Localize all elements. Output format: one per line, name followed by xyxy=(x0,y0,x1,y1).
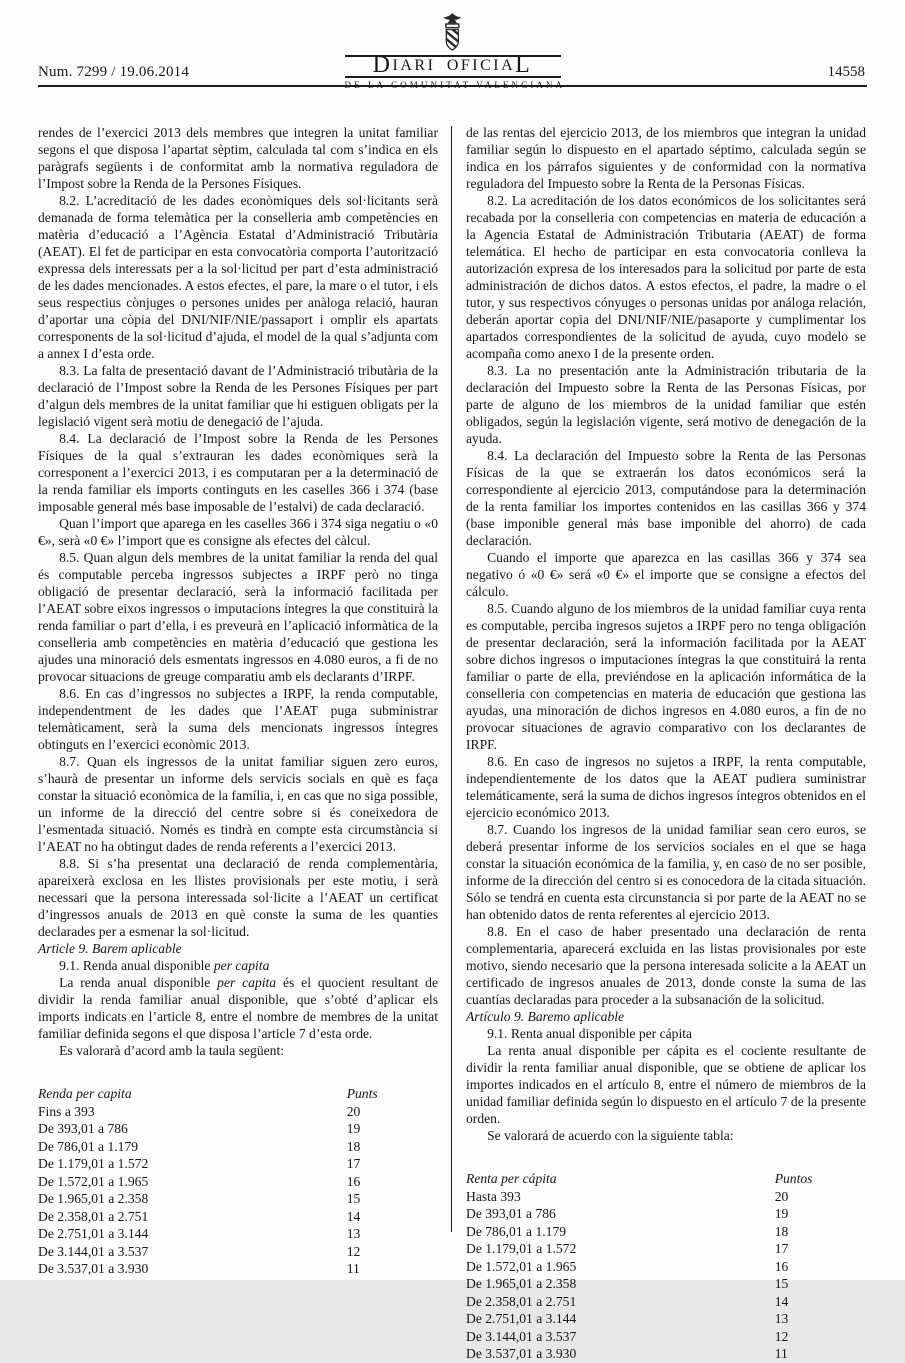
table-row xyxy=(38,1138,438,1156)
paragraph-quan: Cuando el importe que aparezca en las casillas 366 y 374 sea negativo ó «0 €» será «0 €» el importe que se consigne a efectos del cálculo. xyxy=(466,550,866,599)
points-value: 12 xyxy=(774,1328,789,1344)
paragraph-intro: rendes de l’exercici 2013 dels membres que integren la unitat familiar segons el que disposa l’apartat sèptim, calculada tal com s’indica en els paràgrafs següents i de conformitat amb la normativa reguladora de l’Impost sobre la Renda de la Persones Físiques. xyxy=(38,125,438,191)
article-9-heading: Artículo 9. Baremo aplicable xyxy=(466,1009,625,1024)
table-row xyxy=(466,1240,866,1258)
table-row xyxy=(38,1190,438,1208)
points-value: 12 xyxy=(346,1243,361,1259)
table-row xyxy=(38,1103,438,1121)
table-row xyxy=(466,1188,866,1206)
table-row xyxy=(466,1328,866,1346)
table-row xyxy=(38,1243,438,1261)
income-range: De 3.144,01 a 3.537 xyxy=(38,1243,149,1259)
paragraph-intro: de las rentas del ejercicio 2013, de los miembros que integran la unidad familiar según lo dispuesto en el apartado séptimo, calculada según se indica en los párrafos siguientes y de conformidad con la normativa reguladora del Impuesto sobre la Renta de la Personas Físicas. xyxy=(466,125,866,191)
income-range: De 1.572,01 a 1.965 xyxy=(466,1258,577,1274)
paragraph-8-3: 8.3. La no presentación ante la Administración tributaria de la declaración del Impuesto sobre la Renta de las Personas Físicas, por parte de alguno de los miembros de la unidad familiar que estén obligados, según la legislación vigente, será motivo de denegación de la ayuda. xyxy=(466,363,866,446)
points-value: 15 xyxy=(774,1276,789,1291)
points-table xyxy=(38,1085,438,1278)
paragraph-8-5: 8.5. Cuando alguno de los miembros de la unidad familiar cuya renta es computable, perciba ingresos sujetos a IRPF pero no tenga obligación de presentar declaración, será la información facilitada por la AEAT sobre dichos ingresos o imputaciones íntegras la que constituirá la renta familiar o parte de ella, previéndose en la aplicación informática de la conselleria con competencias en materia de educación que gestiona las ayudas, una minoración de dichos ingresos en 4.080 euros, a fin de no provocar situaciones de agravio comparativo con los declarantes de IRPF. xyxy=(466,601,866,752)
points-table-header: Renta per cápita Puntos xyxy=(466,1171,813,1186)
paragraph-8-2: 8.2. La acreditación de los datos económicos de los solicitantes será recabada por la conselleria con competencias en materia de educación a la Agencia Estatal de Administración Tributaria (AEAT) de forma telemática. El hecho de participar en esta convocatoria conlleva la autorización expresa de los interesados para la solicitud por parte de esta administración de dichos datos. A estos efectos, el padre, la madre o el tutor, y sus respectivos cónyuges o personas unidas por análoga relación, deberán aportar copia del DNI/NIF/NIE/pasaporte y cumplimentar los apartados correspondientes de la solicitud de ayuda, cuyo modelo se acompaña como anexo I de la presente orden. xyxy=(466,193,866,361)
table-row xyxy=(38,1208,438,1226)
points-value: 19 xyxy=(346,1121,361,1136)
points-value: 15 xyxy=(346,1191,361,1206)
paragraph-quan: Quan l’import que aparega en les caselles 366 i 374 siga negatiu o «0 €», serà «0 €» l’import que es consigne als efectes del càlcul. xyxy=(38,516,438,548)
table-row xyxy=(466,1223,866,1241)
table-row xyxy=(466,1345,866,1363)
masthead-title: DIARI OFICIAL xyxy=(345,55,561,78)
table-row xyxy=(466,1310,866,1328)
masthead-final-cap: L xyxy=(515,52,533,78)
table-row xyxy=(38,1120,438,1138)
income-range: De 393,01 a 786 xyxy=(38,1121,128,1136)
paragraph-9-1-body: La renta anual disponible per cápita es el cociente resultante de dividir la renta familiar anual disponible, que se obtiene de aplicar los importes indicados en el artículo 8, entre el número de miembros de la unidad familiar definida según lo dispuesto en el artículo 7 de la presente orden. xyxy=(466,1043,866,1126)
paragraph-8-4: 8.4. La declaració de l’Impost sobre la Renda de les Persones Físiques de la qual s’extrauran les dades econòmiques serà la corresponent a l’exercici 2013, i es computaran per a la determinació de la renda familiar els imports continguts en les caselles 366 i 374 (base imposable general més base imposable de l’estalvi) de cada declaració. xyxy=(38,431,438,514)
table-row xyxy=(466,1205,866,1223)
paragraph-9-1: 9.1. Renda anual disponible per capita xyxy=(59,958,270,973)
points-table-rows xyxy=(466,1188,866,1363)
paragraph-8-8: 8.8. En el caso de haber presentado una declaración de renta complementaria, aparecerá excluida en las listas provisionales por este motivo, siendo necesario que la persona interesada solicite a la AEAT un certificado de ingresos anuales de 2013, donde conste la suma de las cuantías declaradas para proceder a la subsanación de la solicitud. xyxy=(466,924,866,1007)
table-row xyxy=(38,1155,438,1173)
points-table xyxy=(466,1170,866,1363)
paragraph-8-7: 8.7. Quan els ingressos de la unitat familiar siguen zero euros, s’haurà de presentar un informe dels servicis socials en què es faça constar la situació econòmica de la família, i, en cas que no siga possible, un informe de la direcció del centre sobre si és coneixedora de l’esmentada situació. Només es tindrà en compte esta circumstància si l’AEAT no ha obtingut dades de renda referents a l’exercici 2013. xyxy=(38,754,438,854)
paragraph-8-2: 8.2. L’acreditació de les dades econòmiques dels sol·licitants serà demanada de forma telemàtica per la conselleria amb competències en matèria d’educació a l’Agència Estatal d’Administració Tributària (AEAT). El fet de participar en esta convocatòria comporta l’autorització expressa dels interessats per a la sol·licitud per part d’esta administració de les dades mencionades. A estos efectes, el pare, la mare o el tutor, i els seus respectius cònjuges o persones unides per anàloga relació, hauran d’aportar una còpia del DNI/NIF/NIE/passaport i omplir els apartats corresponents de la sol·licitud d’ajuda, el model de la qual s’adjunta com a annex I d’esta orde. xyxy=(38,193,438,361)
points-table-rows xyxy=(38,1103,438,1278)
income-range: De 1.179,01 a 1.572 xyxy=(38,1156,149,1171)
paragraph-9-1-body: La renda anual disponible per capita és el quocient resultant de dividir la renda familiar anual disponible, que s’obté d’aplicar els imports indicats en l’article 8, entre el nombre de membres de la unitat familiar definida segons el que disposa l’article 7 d’esta orde. xyxy=(38,975,439,1041)
paragraph-8-6: 8.6. En cas d’ingressos no subjectes a IRPF, la renda computable, independentment de les dades que l’AEAT puga subministrar telemàticament, serà la suma dels mencionats ingressos íntegres obtinguts en l’exercici econòmic 2013. xyxy=(38,686,438,752)
paragraph-9-1: 9.1. Renta anual disponible per cápita xyxy=(487,1026,693,1041)
points-value: 11 xyxy=(346,1261,360,1276)
points-value: 11 xyxy=(774,1346,788,1361)
points-value: 20 xyxy=(346,1103,361,1119)
points-value: 16 xyxy=(774,1258,789,1274)
points-value: 17 xyxy=(774,1241,789,1256)
income-range: De 786,01 a 1.179 xyxy=(466,1223,567,1239)
header-rule xyxy=(38,85,867,87)
issue-number: Num. 7299 / 19.06.2014 xyxy=(38,64,190,80)
points-value: 19 xyxy=(774,1206,789,1221)
income-range: De 1.572,01 a 1.965 xyxy=(38,1173,149,1189)
points-value: 17 xyxy=(346,1156,361,1171)
masthead-initial: D xyxy=(372,52,393,78)
income-range: De 3.537,01 a 3.930 xyxy=(466,1346,577,1361)
income-range: De 2.358,01 a 2.751 xyxy=(466,1293,577,1309)
column-divider xyxy=(451,126,452,1232)
income-range: De 3.144,01 a 3.537 xyxy=(466,1328,577,1344)
column-valencian xyxy=(38,124,438,1278)
points-value: 16 xyxy=(346,1173,361,1189)
points-table-header: Renda per capita Punts xyxy=(38,1086,378,1101)
paragraph-8-5: 8.5. Quan algun dels membres de la unitat familiar la renda del qual és computable perceba ingressos subjectes a IRPF però no tinga obligació de presentar declaració, serà la informació facilitada per l’AEAT sobre eixos ingressos o imputacions íntegres la que constituirà la renda familiar o part d’ella, i es preveurà en l’aplicació informàtica de la conselleria amb competències en matèria d’educació que gestiona les ajudes una minoració dels esmentats ingressos en 4.080 euros, a fi de no provocar situacions de greuge comparatiu amb els declarants d’IRPF. xyxy=(38,550,438,684)
points-value: 20 xyxy=(774,1188,789,1204)
table-row xyxy=(38,1173,438,1191)
income-range: De 2.751,01 a 3.144 xyxy=(38,1226,149,1241)
points-value: 18 xyxy=(774,1223,789,1239)
column-spanish xyxy=(466,124,866,1363)
income-range: De 1.965,01 a 2.358 xyxy=(466,1276,577,1291)
paragraph-8-7: 8.7. Cuando los ingresos de la unidad familiar sean cero euros, se deberá presentar informe de los servicios sociales en el que se haga constar la situación económica de la familia, y, en caso de no ser posible, informe de la dirección del centro si es conocedora de la citada situación. Sólo se tendrá en cuenta esta circunstancia si por parte de la AEAT no se han obtenido datos de renta referentes al ejercicio 2013. xyxy=(466,822,866,922)
income-range: De 1.179,01 a 1.572 xyxy=(466,1241,577,1256)
article-9-heading: Article 9. Barem aplicable xyxy=(38,941,182,956)
paragraph-8-3: 8.3. La falta de presentació davant de l’Administració tributària de la declaració de l’Impost sobre la Renda de les Persones Físiques per part d’algun dels membres de la unitat familiar que hi estiguen obligats per la legislació vigent serà motiu de denegació de l’ajuda. xyxy=(38,363,438,429)
income-range: De 3.537,01 a 3.930 xyxy=(38,1261,149,1276)
page-number: 14558 xyxy=(827,64,865,80)
points-value: 13 xyxy=(774,1311,789,1326)
paragraph-8-4: 8.4. La declaración del Impuesto sobre la Renta de las Personas Físicas de la que se extraerán los datos económicos será la correspondiente al ejercicio 2013, computándose para la determinación de la renta familiar los importes contenidos en las casillas 366 y 374 (base imponible general más base imponible del ahorro) de cada declaración. xyxy=(466,448,866,548)
points-value: 13 xyxy=(346,1226,361,1241)
income-range: De 2.751,01 a 3.144 xyxy=(466,1311,577,1326)
table-intro: Es valorarà d’acord amb la taula següent: xyxy=(59,1043,285,1058)
paragraph-8-6: 8.6. En caso de ingresos no sujetos a IRPF, la renta computable, independientemente de los datos que la AEAT pudiera suministrar telemáticamente, será la suma de dichos ingresos íntegros obtenidos en el ejercicio económico 2013. xyxy=(466,754,866,820)
masthead xyxy=(345,11,561,90)
table-row xyxy=(466,1293,866,1311)
paragraph-8-8: 8.8. Si s’ha presentat una declaració de renda complementària, apareixerà exclosa en les llistes provisionals per este motiu, i serà necessari que la persona interessada sol·licite a l’AEAT un certificat d’ingressos anuals de 2013 en què conste la suma de les quanties declarades per a esmenar la sol·licitud. xyxy=(38,856,438,939)
points-value: 14 xyxy=(774,1293,789,1309)
income-range: De 1.965,01 a 2.358 xyxy=(38,1191,149,1206)
table-row xyxy=(38,1260,438,1278)
points-value: 18 xyxy=(346,1138,361,1154)
masthead-subtitle xyxy=(345,78,561,90)
income-range: Hasta 393 xyxy=(466,1188,521,1204)
income-range: De 2.358,01 a 2.751 xyxy=(38,1208,149,1224)
table-intro: Se valorará de acuerdo con la siguiente tabla: xyxy=(487,1128,734,1143)
income-range: Fins a 393 xyxy=(38,1103,95,1119)
coat-of-arms-icon xyxy=(345,11,561,57)
points-value: 14 xyxy=(346,1208,361,1224)
income-range: De 786,01 a 1.179 xyxy=(38,1138,139,1154)
income-range: De 393,01 a 786 xyxy=(466,1206,556,1221)
table-row xyxy=(38,1225,438,1243)
table-row xyxy=(466,1258,866,1276)
table-row xyxy=(466,1275,866,1293)
